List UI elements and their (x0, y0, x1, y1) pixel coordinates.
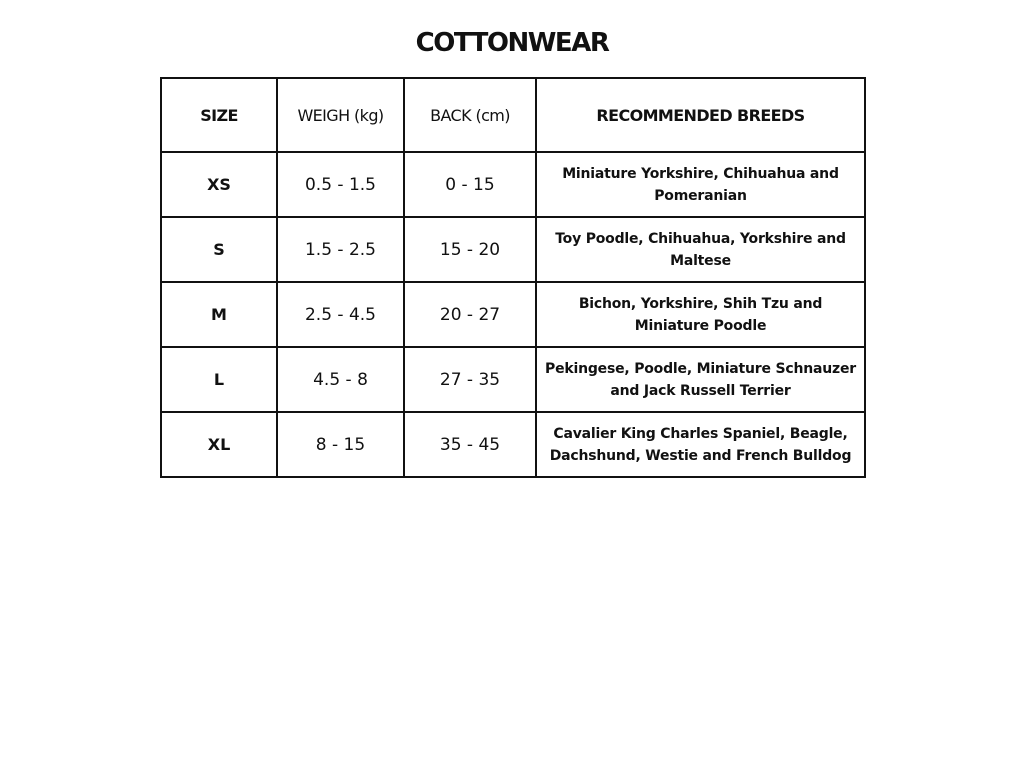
back-cell: 20 - 27 (404, 282, 536, 347)
header-breeds-label: RECOMMENDED BREEDS (596, 105, 805, 125)
size-chart-table (160, 77, 866, 478)
weight-cell: 0.5 - 1.5 (277, 152, 404, 217)
weight-cell: 1.5 - 2.5 (277, 217, 404, 282)
size-cell: M (161, 282, 277, 347)
back-cell: 0 - 15 (404, 152, 536, 217)
table-row (161, 412, 865, 477)
breeds-cell: Toy Poodle, Chihuahua, Yorkshire and Maltese (536, 217, 865, 282)
table-row (161, 282, 865, 347)
header-back-label: BACK (cm) (430, 105, 510, 125)
table-row (161, 347, 865, 412)
breeds-cell: Pekingese, Poodle, Miniature Schnauzer and Jack Russell Terrier (536, 347, 865, 412)
header-back (404, 78, 536, 152)
breeds-cell: Miniature Yorkshire, Chihuahua and Pomeranian (536, 152, 865, 217)
table-row (161, 152, 865, 217)
table-row (161, 217, 865, 282)
back-cell: 15 - 20 (404, 217, 536, 282)
size-cell: XS (161, 152, 277, 217)
weight-cell: 4.5 - 8 (277, 347, 404, 412)
header-size-label: SIZE (200, 105, 238, 125)
size-cell: S (161, 217, 277, 282)
breeds-cell: Bichon, Yorkshire, Shih Tzu and Miniature Poodle (536, 282, 865, 347)
size-cell: L (161, 347, 277, 412)
header-size (161, 78, 277, 152)
breeds-cell: Cavalier King Charles Spaniel, Beagle, Dachshund, Westie and French Bulldog (536, 412, 865, 477)
size-cell: XL (161, 412, 277, 477)
page-title: COTTONWEAR (415, 28, 609, 58)
weight-cell: 8 - 15 (277, 412, 404, 477)
back-cell: 27 - 35 (404, 347, 536, 412)
table-header-row (161, 78, 865, 152)
back-cell: 35 - 45 (404, 412, 536, 477)
header-weight (277, 78, 404, 152)
header-breeds (536, 78, 865, 152)
header-weight-label: WEIGH (kg) (297, 105, 384, 125)
weight-cell: 2.5 - 4.5 (277, 282, 404, 347)
